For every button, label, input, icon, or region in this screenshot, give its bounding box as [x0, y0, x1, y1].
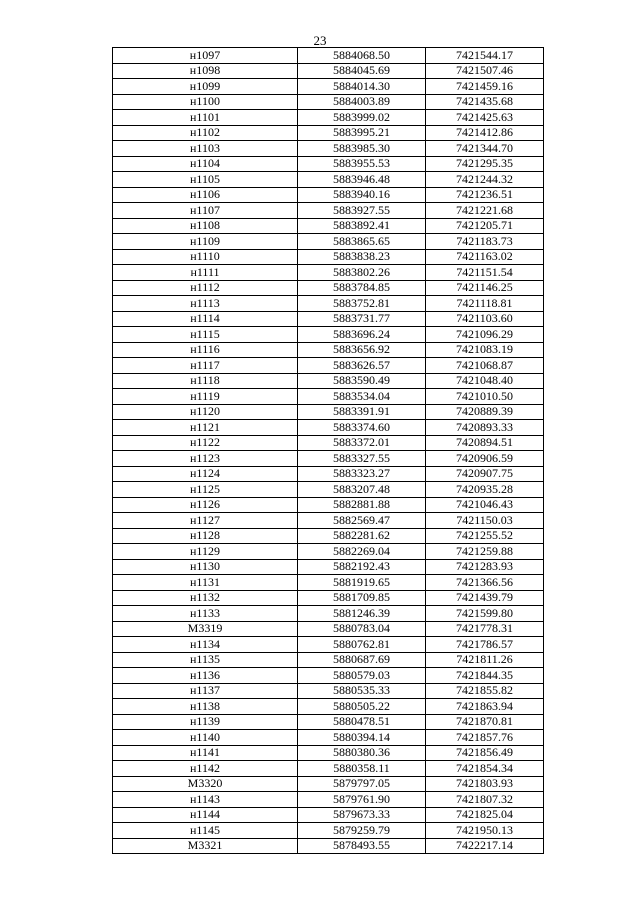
x-coordinate-cell: 5884014.30: [298, 79, 426, 95]
x-coordinate-cell: 5883731.77: [298, 311, 426, 327]
point-id-cell: н1115: [113, 327, 298, 343]
x-coordinate-cell: 5880394.14: [298, 730, 426, 746]
y-coordinate-cell: 7421221.68: [426, 203, 544, 219]
y-coordinate-cell: 7420906.59: [426, 451, 544, 467]
y-coordinate-cell: 7421425.63: [426, 110, 544, 126]
y-coordinate-cell: 7421068.87: [426, 358, 544, 374]
y-coordinate-cell: 7421807.32: [426, 792, 544, 808]
table-row: [113, 218, 544, 234]
table-row: [113, 125, 544, 141]
table-row: [113, 265, 544, 281]
coordinates-table-body: [113, 48, 544, 854]
point-id-cell: н1134: [113, 637, 298, 653]
table-row: [113, 668, 544, 684]
x-coordinate-cell: 5883590.49: [298, 373, 426, 389]
x-coordinate-cell: 5880358.11: [298, 761, 426, 777]
table-row: [113, 79, 544, 95]
x-coordinate-cell: 5883999.02: [298, 110, 426, 126]
table-row: [113, 652, 544, 668]
table-row: [113, 637, 544, 653]
point-id-cell: н1131: [113, 575, 298, 591]
x-coordinate-cell: 5880478.51: [298, 714, 426, 730]
table-row: [113, 389, 544, 405]
table-row: [113, 807, 544, 823]
table-row: [113, 544, 544, 560]
table-row: [113, 373, 544, 389]
y-coordinate-cell: 7421803.93: [426, 776, 544, 792]
x-coordinate-cell: 5880579.03: [298, 668, 426, 684]
point-id-cell: н1137: [113, 683, 298, 699]
x-coordinate-cell: 5879673.33: [298, 807, 426, 823]
y-coordinate-cell: 7421344.70: [426, 141, 544, 157]
point-id-cell: н1141: [113, 745, 298, 761]
table-row: [113, 404, 544, 420]
point-id-cell: н1120: [113, 404, 298, 420]
point-id-cell: н1125: [113, 482, 298, 498]
x-coordinate-cell: 5883985.30: [298, 141, 426, 157]
y-coordinate-cell: 7421863.94: [426, 699, 544, 715]
y-coordinate-cell: 7421151.54: [426, 265, 544, 281]
table-row: [113, 482, 544, 498]
table-row: [113, 714, 544, 730]
point-id-cell: н1111: [113, 265, 298, 281]
point-id-cell: М3321: [113, 838, 298, 854]
y-coordinate-cell: 7421811.26: [426, 652, 544, 668]
y-coordinate-cell: 7420907.75: [426, 466, 544, 482]
point-id-cell: н1100: [113, 94, 298, 110]
x-coordinate-cell: 5878493.55: [298, 838, 426, 854]
x-coordinate-cell: 5882569.47: [298, 513, 426, 529]
table-row: [113, 590, 544, 606]
point-id-cell: н1108: [113, 218, 298, 234]
table-row: [113, 280, 544, 296]
point-id-cell: н1143: [113, 792, 298, 808]
point-id-cell: н1142: [113, 761, 298, 777]
y-coordinate-cell: 7421083.19: [426, 342, 544, 358]
point-id-cell: н1118: [113, 373, 298, 389]
x-coordinate-cell: 5883626.57: [298, 358, 426, 374]
y-coordinate-cell: 7421244.32: [426, 172, 544, 188]
table-row: [113, 110, 544, 126]
y-coordinate-cell: 7420889.39: [426, 404, 544, 420]
point-id-cell: н1104: [113, 156, 298, 172]
point-id-cell: н1140: [113, 730, 298, 746]
y-coordinate-cell: 7421096.29: [426, 327, 544, 343]
point-id-cell: н1123: [113, 451, 298, 467]
x-coordinate-cell: 5880505.22: [298, 699, 426, 715]
table-row: [113, 528, 544, 544]
y-coordinate-cell: 7421366.56: [426, 575, 544, 591]
point-id-cell: н1112: [113, 280, 298, 296]
point-id-cell: н1113: [113, 296, 298, 312]
point-id-cell: н1132: [113, 590, 298, 606]
y-coordinate-cell: 7421778.31: [426, 621, 544, 637]
x-coordinate-cell: 5883374.60: [298, 420, 426, 436]
x-coordinate-cell: 5883892.41: [298, 218, 426, 234]
x-coordinate-cell: 5883940.16: [298, 187, 426, 203]
y-coordinate-cell: 7420893.33: [426, 420, 544, 436]
y-coordinate-cell: 7421435.68: [426, 94, 544, 110]
table-row: [113, 94, 544, 110]
x-coordinate-cell: 5884068.50: [298, 48, 426, 64]
table-row: [113, 575, 544, 591]
point-id-cell: н1136: [113, 668, 298, 684]
point-id-cell: н1128: [113, 528, 298, 544]
table-row: [113, 683, 544, 699]
table-row: [113, 234, 544, 250]
table-row: [113, 327, 544, 343]
point-id-cell: н1101: [113, 110, 298, 126]
table-row: [113, 420, 544, 436]
y-coordinate-cell: 7421205.71: [426, 218, 544, 234]
y-coordinate-cell: 7421544.17: [426, 48, 544, 64]
y-coordinate-cell: 7421010.50: [426, 389, 544, 405]
y-coordinate-cell: 7421183.73: [426, 234, 544, 250]
y-coordinate-cell: 7421283.93: [426, 559, 544, 575]
point-id-cell: н1138: [113, 699, 298, 715]
point-id-cell: н1114: [113, 311, 298, 327]
y-coordinate-cell: 7420935.28: [426, 482, 544, 498]
point-id-cell: н1110: [113, 249, 298, 265]
y-coordinate-cell: 7421855.82: [426, 683, 544, 699]
point-id-cell: н1106: [113, 187, 298, 203]
y-coordinate-cell: 7421825.04: [426, 807, 544, 823]
y-coordinate-cell: 7420894.51: [426, 435, 544, 451]
y-coordinate-cell: 7421950.13: [426, 823, 544, 839]
point-id-cell: н1105: [113, 172, 298, 188]
table-row: [113, 203, 544, 219]
point-id-cell: н1097: [113, 48, 298, 64]
x-coordinate-cell: 5880783.04: [298, 621, 426, 637]
x-coordinate-cell: 5883865.65: [298, 234, 426, 250]
x-coordinate-cell: 5881246.39: [298, 606, 426, 622]
table-row: [113, 792, 544, 808]
table-row: [113, 358, 544, 374]
x-coordinate-cell: 5883323.27: [298, 466, 426, 482]
x-coordinate-cell: 5880535.33: [298, 683, 426, 699]
x-coordinate-cell: 5879761.90: [298, 792, 426, 808]
x-coordinate-cell: 5881709.85: [298, 590, 426, 606]
y-coordinate-cell: 7421295.35: [426, 156, 544, 172]
point-id-cell: н1130: [113, 559, 298, 575]
point-id-cell: н1121: [113, 420, 298, 436]
y-coordinate-cell: 7421412.86: [426, 125, 544, 141]
x-coordinate-cell: 5883696.24: [298, 327, 426, 343]
point-id-cell: н1116: [113, 342, 298, 358]
table-row: [113, 823, 544, 839]
table-row: [113, 466, 544, 482]
point-id-cell: н1126: [113, 497, 298, 513]
point-id-cell: н1127: [113, 513, 298, 529]
y-coordinate-cell: 7421870.81: [426, 714, 544, 730]
y-coordinate-cell: 7421786.57: [426, 637, 544, 653]
x-coordinate-cell: 5883802.26: [298, 265, 426, 281]
table-row: [113, 48, 544, 64]
table-row: [113, 435, 544, 451]
y-coordinate-cell: 7421103.60: [426, 311, 544, 327]
x-coordinate-cell: 5880762.81: [298, 637, 426, 653]
y-coordinate-cell: 7421048.40: [426, 373, 544, 389]
x-coordinate-cell: 5880687.69: [298, 652, 426, 668]
y-coordinate-cell: 7421259.88: [426, 544, 544, 560]
table-row: [113, 141, 544, 157]
x-coordinate-cell: 5879259.79: [298, 823, 426, 839]
point-id-cell: М3320: [113, 776, 298, 792]
x-coordinate-cell: 5883327.55: [298, 451, 426, 467]
point-id-cell: н1109: [113, 234, 298, 250]
table-row: [113, 838, 544, 854]
x-coordinate-cell: 5882269.04: [298, 544, 426, 560]
x-coordinate-cell: 5883372.01: [298, 435, 426, 451]
table-row: [113, 296, 544, 312]
y-coordinate-cell: 7421146.25: [426, 280, 544, 296]
table-row: [113, 311, 544, 327]
y-coordinate-cell: 7421439.79: [426, 590, 544, 606]
y-coordinate-cell: 7421856.49: [426, 745, 544, 761]
point-id-cell: М3319: [113, 621, 298, 637]
point-id-cell: н1099: [113, 79, 298, 95]
y-coordinate-cell: 7421255.52: [426, 528, 544, 544]
x-coordinate-cell: 5884045.69: [298, 63, 426, 79]
y-coordinate-cell: 7421507.46: [426, 63, 544, 79]
point-id-cell: н1135: [113, 652, 298, 668]
y-coordinate-cell: 7421163.02: [426, 249, 544, 265]
x-coordinate-cell: 5881919.65: [298, 575, 426, 591]
table-row: [113, 156, 544, 172]
table-row: [113, 249, 544, 265]
y-coordinate-cell: 7421150.03: [426, 513, 544, 529]
x-coordinate-cell: 5883784.85: [298, 280, 426, 296]
point-id-cell: н1139: [113, 714, 298, 730]
x-coordinate-cell: 5883391.91: [298, 404, 426, 420]
table-row: [113, 776, 544, 792]
point-id-cell: н1107: [113, 203, 298, 219]
table-row: [113, 497, 544, 513]
table-row: [113, 451, 544, 467]
table-row: [113, 699, 544, 715]
table-row: [113, 187, 544, 203]
point-id-cell: н1133: [113, 606, 298, 622]
table-row: [113, 63, 544, 79]
table-row: [113, 559, 544, 575]
x-coordinate-cell: 5883207.48: [298, 482, 426, 498]
table-row: [113, 606, 544, 622]
x-coordinate-cell: 5883838.23: [298, 249, 426, 265]
x-coordinate-cell: 5879797.05: [298, 776, 426, 792]
point-id-cell: н1119: [113, 389, 298, 405]
x-coordinate-cell: 5882881.88: [298, 497, 426, 513]
table-row: [113, 172, 544, 188]
point-id-cell: н1129: [113, 544, 298, 560]
y-coordinate-cell: 7421854.34: [426, 761, 544, 777]
y-coordinate-cell: 7421857.76: [426, 730, 544, 746]
table-row: [113, 342, 544, 358]
x-coordinate-cell: 5883534.04: [298, 389, 426, 405]
x-coordinate-cell: 5880380.36: [298, 745, 426, 761]
x-coordinate-cell: 5882281.62: [298, 528, 426, 544]
point-id-cell: н1145: [113, 823, 298, 839]
y-coordinate-cell: 7422217.14: [426, 838, 544, 854]
y-coordinate-cell: 7421046.43: [426, 497, 544, 513]
point-id-cell: н1102: [113, 125, 298, 141]
point-id-cell: н1098: [113, 63, 298, 79]
x-coordinate-cell: 5883752.81: [298, 296, 426, 312]
point-id-cell: н1122: [113, 435, 298, 451]
point-id-cell: н1124: [113, 466, 298, 482]
x-coordinate-cell: 5882192.43: [298, 559, 426, 575]
point-id-cell: н1103: [113, 141, 298, 157]
coordinates-table: [112, 47, 544, 854]
table-row: [113, 513, 544, 529]
y-coordinate-cell: 7421118.81: [426, 296, 544, 312]
x-coordinate-cell: 5883927.55: [298, 203, 426, 219]
page-number: 23: [313, 33, 327, 48]
table-row: [113, 745, 544, 761]
x-coordinate-cell: 5883995.21: [298, 125, 426, 141]
y-coordinate-cell: 7421459.16: [426, 79, 544, 95]
x-coordinate-cell: 5883946.48: [298, 172, 426, 188]
table-row: [113, 621, 544, 637]
point-id-cell: н1117: [113, 358, 298, 374]
table-row: [113, 730, 544, 746]
point-id-cell: н1144: [113, 807, 298, 823]
table-row: [113, 761, 544, 777]
y-coordinate-cell: 7421236.51: [426, 187, 544, 203]
x-coordinate-cell: 5883955.53: [298, 156, 426, 172]
x-coordinate-cell: 5884003.89: [298, 94, 426, 110]
x-coordinate-cell: 5883656.92: [298, 342, 426, 358]
y-coordinate-cell: 7421844.35: [426, 668, 544, 684]
y-coordinate-cell: 7421599.80: [426, 606, 544, 622]
